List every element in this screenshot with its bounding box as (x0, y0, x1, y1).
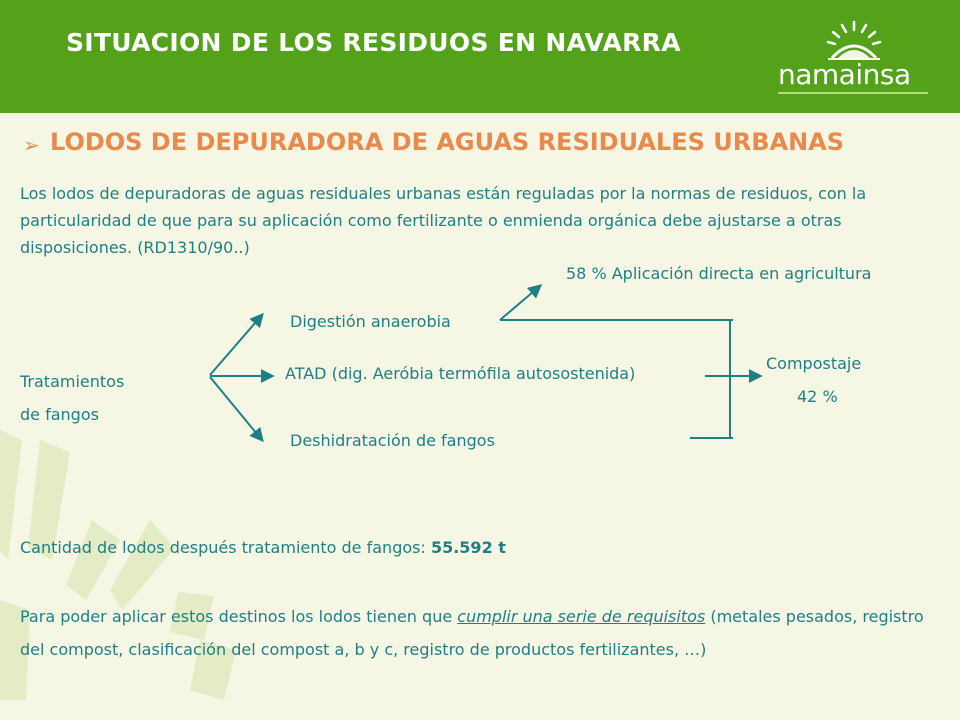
compost-label: Compostaje (766, 354, 862, 373)
arrow-to-dehydration (210, 377, 262, 440)
requirements-text-after: (metales pesados, registro del compost, clasificación del compost a, b y c, registro de productos fertilizantes, …) (20, 607, 924, 659)
source-label-line1: Tratamientos (20, 372, 125, 391)
branch-dehydration-label: Deshidratación de fangos (290, 431, 495, 450)
arrow-to-direct-application (500, 286, 540, 320)
branch-atad-label: ATAD (dig. Aeróbia termófila autosostenida) (285, 364, 636, 383)
requirements-link[interactable]: cumplir una serie de requisitos (457, 607, 706, 626)
direct-application-label: 58 % Aplicación directa en agricultura (566, 264, 872, 283)
page-title: SITUACION DE LOS RESIDUOS EN NAVARRA (66, 28, 681, 57)
sludge-quantity (20, 538, 506, 557)
section-title: LODOS DE DEPURADORA DE AGUAS RESIDUALES URBANAS (50, 128, 845, 156)
intro-paragraph: Los lodos de depuradoras de aguas residuales urbanas están reguladas por la normas de residuos, con la particularidad de que para su aplicación como fertilizante o enmienda orgánica debe ajustarse a otras disposiciones. (RD1310/90..) (20, 184, 867, 257)
arrow-to-digestion (210, 315, 262, 375)
logo-text: namainsa (778, 58, 911, 91)
requirements-text-before: Para poder aplicar estos destinos los lodos tienen que (20, 607, 458, 626)
source-label-line2: de fangos (20, 405, 99, 424)
sludge-quantity-value: 55.592 t (430, 538, 506, 557)
arrow-bullet-icon: ➢ (23, 133, 40, 157)
compost-percent: 42 % (797, 387, 838, 406)
sludge-quantity-label: Cantidad de lodos después tratamiento de fangos: (20, 538, 426, 557)
requirements-paragraph (20, 600, 930, 666)
branch-digestion-label: Digestión anaerobia (290, 312, 451, 331)
